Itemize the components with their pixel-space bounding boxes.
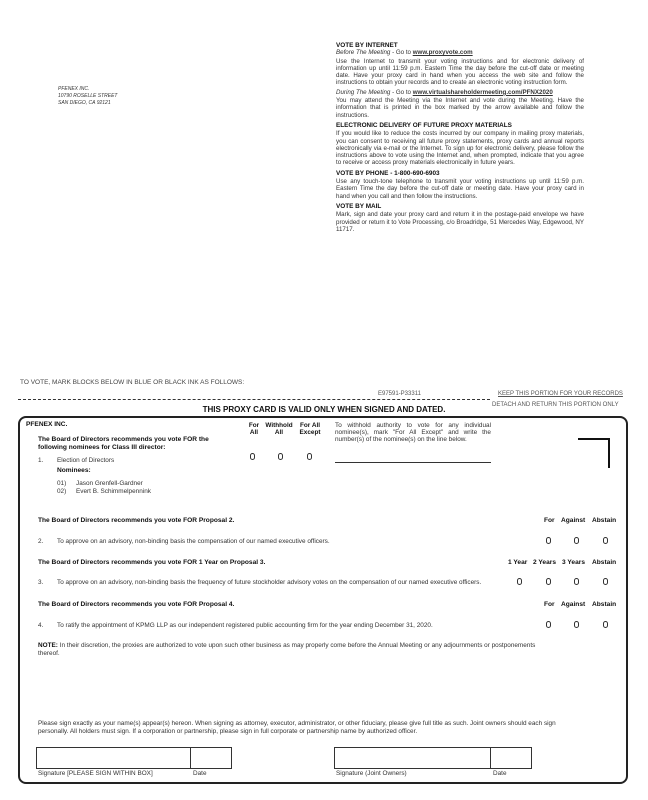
company-city: SAN DIEGO, CA 92121 — [58, 100, 111, 106]
control-number: E97591-P33311 — [378, 391, 421, 397]
sign-instructions: Please sign exactly as your name(s) appear(s) hereon. When signing as attorney, executor, administrator, or other fiduciary, please give full title as such. Joint owners should each sign personally. All holders must sign. If a corporation or partnership, please sign in full corporate or partnership name by authorized officer. — [38, 720, 556, 735]
mark-instructions: TO VOTE, MARK BLOCKS BELOW IN BLUE OR BLACK INK AS FOLLOWS: — [20, 379, 245, 386]
joint-date-label: Date — [493, 770, 507, 777]
prop2-col-for: For — [544, 517, 555, 524]
vote-mail-text: Mark, sign and date your proxy card and return it in the postage-paid envelope we have provided or return it to Vote Processing, c/o Broadridge, 51 Mercedes Way, Edgewood, NY 11717. — [336, 211, 584, 233]
prop3-col-1year: 1 Year — [508, 559, 528, 566]
col-except-l1: For All — [300, 422, 320, 429]
vote-phone-text: Use any touch-tone telephone to transmit your voting instructions up until 11:59 p.m. Eastern Time the day before the cut-off date or meeting date. Have your proxy card in hand when you call and then follow the instructions. — [336, 178, 584, 200]
for-all-except-oval[interactable] — [307, 453, 312, 460]
prop4-against-oval[interactable] — [574, 621, 579, 628]
prop3-1year-oval[interactable] — [517, 578, 522, 585]
prop4-recommendation: The Board of Directors recommends you vote FOR Proposal 4. — [38, 601, 235, 608]
vote-phone-heading: VOTE BY PHONE - 1-800-690-6903 — [336, 169, 440, 177]
prop4-col-against: Against — [561, 601, 586, 608]
during-meeting-line — [336, 89, 584, 96]
prop3-col-3years: 3 Years — [562, 559, 585, 566]
prop3-number: 3. — [38, 579, 44, 586]
vote-internet-heading: VOTE BY INTERNET — [336, 42, 398, 49]
company-name: PFENEX INC. — [58, 86, 90, 92]
joint-date-box[interactable] — [490, 747, 532, 769]
before-meeting-label: Before The Meeting — [336, 49, 391, 57]
company-street: 10790 ROSELLE STREET — [58, 93, 118, 99]
prop4-text: To ratify the appointment of KPMG LLP as our independent registered public accounting firm for the year ending December 31, 2020. — [57, 622, 433, 629]
col-except-l2: Except — [299, 429, 321, 436]
note-label: NOTE: — [38, 642, 58, 649]
prop2-col-abstain: Abstain — [592, 517, 617, 524]
prop2-for-oval[interactable] — [546, 537, 551, 544]
detach-portion-text: DETACH AND RETURN THIS PORTION ONLY — [492, 402, 619, 408]
directors-recommendation-2: following nominees for Class III director: — [38, 444, 166, 451]
keep-portion-text: KEEP THIS PORTION FOR YOUR RECORDS — [498, 391, 623, 397]
prop3-text: To approve on an advisory, non-binding basis the frequency of future stockholder advisory votes on the compensation of our named executive officers. — [57, 579, 482, 586]
prop4-abstain-oval[interactable] — [603, 621, 608, 628]
virtual-meeting-link[interactable]: www.virtualshareholdermeeting.com/PFNX2020 — [412, 88, 553, 96]
prop2-recommendation: The Board of Directors recommends you vote FOR Proposal 2. — [38, 517, 235, 524]
prop2-abstain-oval[interactable] — [603, 537, 608, 544]
item1-number: 1. — [38, 457, 44, 464]
withhold-all-oval[interactable] — [278, 453, 283, 460]
col-withhold-all — [263, 422, 295, 436]
prop4-col-for: For — [544, 601, 555, 608]
joint-signature-label: Signature (Joint Owners) — [336, 770, 407, 777]
prop4-number: 4. — [38, 622, 44, 629]
note-text: In their discretion, the proxies are authorized to vote upon such other business as may properly come before the Annual Meeting or any adjournments or postponements thereof. — [38, 642, 536, 657]
for-all-oval[interactable] — [250, 453, 255, 460]
withhold-instructions: To withhold authority to vote for any individual nominee(s), mark "For All Except" and write the number(s) of the nominee(s) on the line below. — [335, 422, 491, 443]
note-paragraph — [38, 642, 538, 657]
before-meeting-line — [336, 49, 584, 56]
col-withhold-l1: Withhold — [265, 422, 293, 429]
signature-label: Signature [PLEASE SIGN WITHIN BOX] — [38, 770, 153, 777]
detach-line — [18, 399, 490, 400]
electronic-delivery-heading: ELECTRONIC DELIVERY OF FUTURE PROXY MATERIALS — [336, 121, 512, 129]
voting-instructions — [336, 42, 584, 233]
arrow-box-corner — [578, 438, 610, 468]
prop2-text: To approve on an advisory, non-binding basis the compensation of our named executive officers. — [57, 538, 330, 545]
valid-notice: THIS PROXY CARD IS VALID ONLY WHEN SIGNED AND DATED. — [202, 405, 446, 414]
nominee-02-num: 02) — [57, 488, 67, 495]
nominee-02-name: Evert B. Schimmelpennink — [76, 488, 151, 495]
prop2-col-against: Against — [561, 517, 586, 524]
prop2-against-oval[interactable] — [574, 537, 579, 544]
card-company-name: PFENEX INC. — [26, 421, 68, 428]
prop4-for-oval[interactable] — [546, 621, 551, 628]
prop3-col-2years: 2 Years — [533, 559, 556, 566]
directors-recommendation-1: The Board of Directors recommends you vote FOR the — [38, 436, 209, 443]
except-numbers-line[interactable] — [335, 462, 491, 463]
before-meeting-sep: - Go to — [390, 49, 413, 57]
prop3-recommendation: The Board of Directors recommends you vote FOR 1 Year on Proposal 3. — [38, 559, 266, 566]
item1-text: Election of Directors — [57, 457, 115, 464]
electronic-delivery-text: If you would like to reduce the costs incurred by our company in mailing proxy materials, you can consent to receiving all future proxy statements, proxy cards and annual reports electronically via e-mail or the Internet. To sign up for electronic delivery, please follow the instructions above to vote using the Internet and, when prompted, indicate that you agree to receive or access proxy materials electronically in future years. — [336, 130, 584, 167]
during-meeting-label: During The Meeting — [336, 88, 391, 96]
nominee-01-num: 01) — [57, 480, 67, 487]
proxyvote-link[interactable]: www.proxyvote.com — [412, 49, 473, 57]
during-meeting-text: You may attend the Meeting via the Internet and vote during the Meeting. Have the information that is printed in the box marked by the arrow available and follow the instructions. — [336, 97, 584, 119]
internet-text: Use the Internet to transmit your voting instructions and for electronic delivery of information up until 11:59 p.m. Eastern Time the day before the cut-off date or meeting date. Have your proxy card in hand when you access the web site and follow the instructions to obtain your records and to create an electronic voting instruction form. — [336, 57, 584, 87]
prop3-col-abstain: Abstain — [592, 559, 617, 566]
date-label: Date — [193, 770, 207, 777]
col-for-all-l2: All — [249, 429, 259, 436]
prop3-3years-oval[interactable] — [574, 578, 579, 585]
prop4-col-abstain: Abstain — [592, 601, 617, 608]
date-box[interactable] — [190, 747, 232, 769]
company-address — [58, 86, 117, 107]
col-for-all-except — [294, 422, 326, 436]
col-for-all — [243, 422, 265, 436]
during-meeting-sep: - Go to — [390, 88, 413, 96]
col-for-all-l1: For — [248, 422, 260, 429]
col-withhold-l2: All — [274, 429, 284, 436]
prop2-number: 2. — [38, 538, 44, 545]
nominee-01-name: Jason Grenfell-Gardner — [76, 480, 143, 487]
nominees-label: Nominees: — [57, 467, 91, 474]
prop3-2years-oval[interactable] — [546, 578, 551, 585]
vote-mail-heading: VOTE BY MAIL — [336, 202, 382, 210]
prop3-abstain-oval[interactable] — [603, 578, 608, 585]
